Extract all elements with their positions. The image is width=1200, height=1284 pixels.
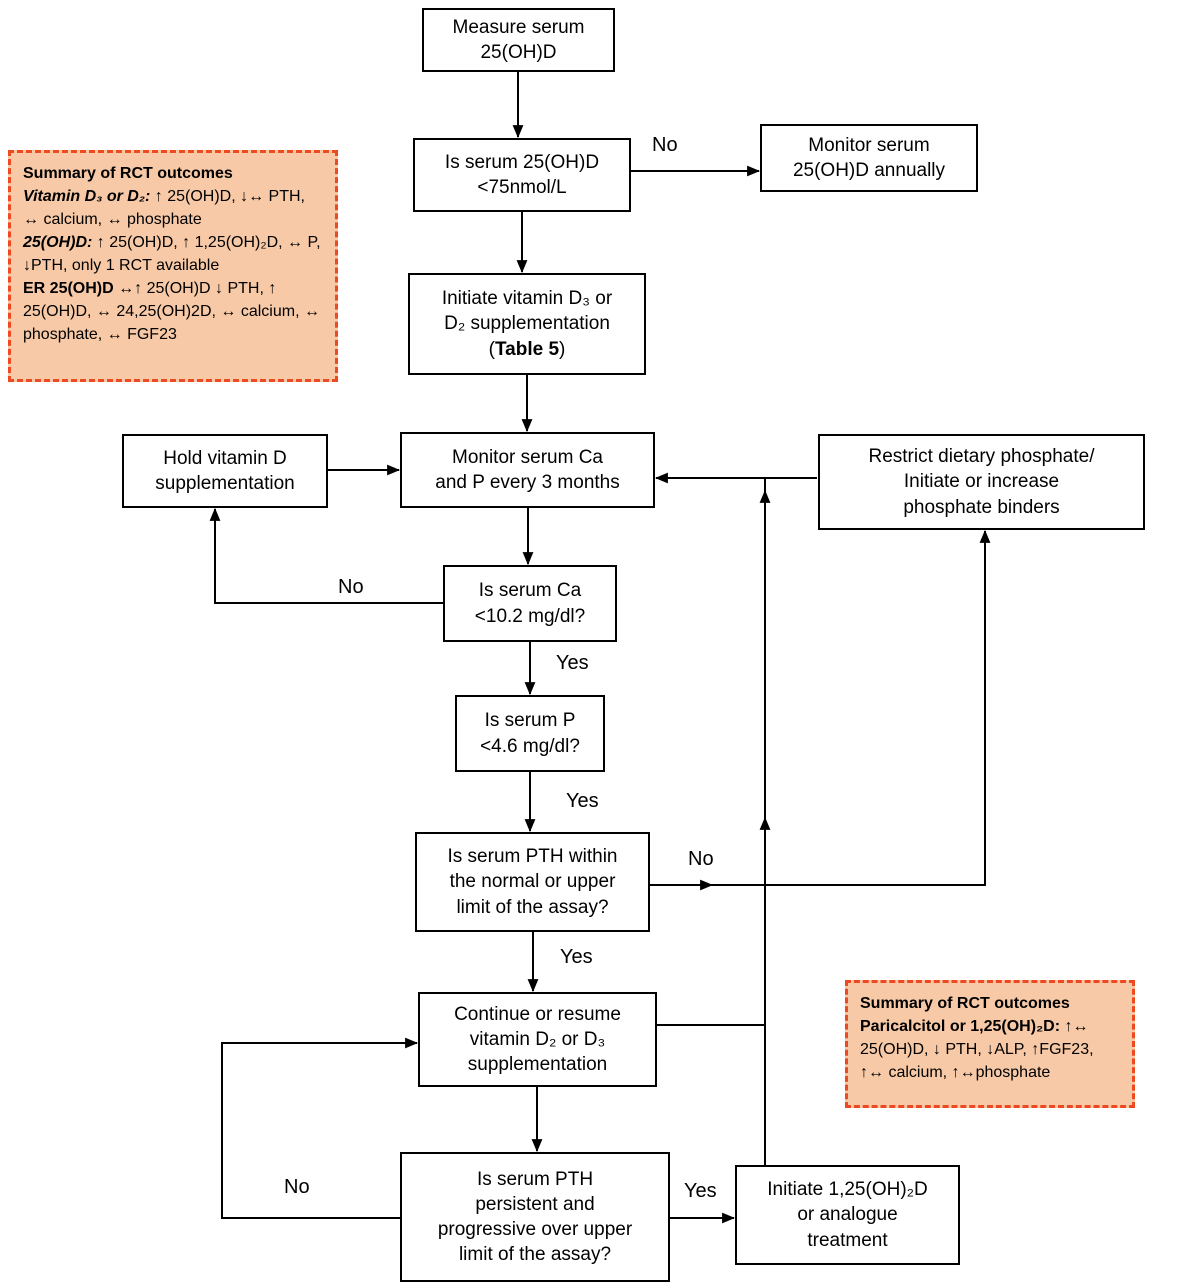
node-text-line: <10.2 mg/dl?: [474, 605, 586, 627]
edge-is-pth-no-to-restrict: [712, 531, 985, 885]
edge-persistent-no-to-continue: [222, 1043, 417, 1218]
node-text-line: Initiate or increase: [903, 471, 1060, 493]
node-text-line: Is serum PTH: [476, 1168, 594, 1190]
edge-label-persistent-no: No: [284, 1176, 310, 1198]
rct-right-p1-text: ↑↔ 25(OH)D, ↓ PTH, ↓ALP, ↑FGF23, ↑↔ calcium, ↑↔phosphate: [860, 1018, 1094, 1081]
node-text-line: D₂ supplementation: [444, 313, 610, 335]
node-measure-serum: [422, 8, 615, 72]
node-text-line: progressive over upper: [437, 1219, 633, 1240]
rct-left-p2-label: 25(OH)D:: [23, 234, 93, 251]
edge-label-pth-yes: Yes: [560, 946, 593, 968]
edge-label-is75-no: No: [652, 134, 678, 156]
node-hold-vitamin-d: [122, 434, 328, 508]
rct-left-p1-label: Vitamin D₃ or D₂:: [23, 188, 151, 205]
table-ref-post: ): [559, 338, 566, 360]
node-text-line: persistent and: [475, 1193, 595, 1215]
node-text-line: limit of the assay?: [456, 896, 609, 918]
node-text-line: Continue or resume: [454, 1003, 621, 1025]
node-is-serum-25ohd-low: [413, 138, 631, 212]
node-text-line: Hold vitamin D: [163, 447, 287, 469]
node-monitor-serum-annually: [760, 124, 978, 192]
rct-left-p2: [23, 231, 323, 277]
node-text-line: vitamin D₂ or D₃: [469, 1028, 606, 1050]
node-is-pth-persistent: [400, 1152, 670, 1282]
node-text-line: 25(OH)D annually: [792, 160, 946, 181]
table-ref-pre: (: [488, 338, 495, 360]
node-monitor-serum-ca-p: [400, 432, 655, 508]
rct-left-p3-text: ↔↑ 25(OH)D ↓ PTH, ↑ 25(OH)D, ↔ 24,25(OH)2D, ↔ calcium, ↔ phosphate, ↔ FGF23: [23, 280, 320, 343]
node-text-line: Is serum Ca: [478, 580, 582, 602]
edge-label-ca-no: No: [338, 576, 364, 598]
node-continue-resume-vitamin-d: [418, 992, 657, 1087]
node-text-line: or analogue: [797, 1204, 898, 1226]
node-text-line: supplementation: [467, 1054, 608, 1076]
node-initiate-125ohd-treatment: [735, 1165, 960, 1265]
node-text-line: phosphate binders: [903, 496, 1060, 518]
node-text-line: Is serum P: [484, 710, 576, 732]
edge-label-persistent-yes: Yes: [684, 1180, 717, 1202]
rct-right-p1: [860, 1015, 1120, 1084]
node-text-line: Monitor serum Ca: [452, 446, 603, 468]
table-ref: Table 5: [494, 338, 560, 360]
rct-left-title: Summary of RCT outcomes: [23, 165, 233, 182]
node-text-line: 25(OH)D: [480, 42, 557, 63]
rct-right-title: Summary of RCT outcomes: [860, 995, 1070, 1012]
node-initiate-vitamin-d-supplementation: [408, 273, 646, 375]
node-text-line: Initiate vitamin D₃ or: [441, 288, 613, 310]
rct-left-p3: [23, 277, 323, 346]
rct-left-p1: [23, 185, 323, 231]
node-is-serum-p-low: [455, 695, 605, 772]
node-text-line: <4.6 mg/dl?: [480, 735, 580, 757]
node-text-line: Initiate 1,25(OH)₂D: [767, 1179, 928, 1201]
node-is-serum-ca-low: [443, 565, 617, 642]
rct-left-p3-label: ER 25(OH)D: [23, 280, 114, 297]
node-text-line: supplementation: [155, 473, 295, 494]
rct-summary-left: [8, 150, 338, 382]
node-text-line: treatment: [807, 1229, 888, 1251]
node-restrict-phosphate: [818, 434, 1145, 530]
node-text-line: Is serum 25(OH)D: [444, 151, 600, 173]
edge-label-pth-no: No: [688, 848, 714, 870]
edge-label-p-yes: Yes: [566, 790, 599, 812]
node-text-line: <75nmol/L: [477, 177, 567, 198]
node-text-line: Restrict dietary phosphate/: [868, 446, 1095, 468]
node-is-pth-normal: [415, 832, 650, 932]
node-text-line: limit of the assay?: [458, 1244, 612, 1266]
edge-label-ca-yes: Yes: [556, 652, 589, 674]
node-text-line: Measure serum: [452, 16, 585, 38]
node-text-line: Monitor serum: [808, 134, 930, 156]
node-text-line: [489, 337, 566, 362]
node-text-line: and P every 3 months: [435, 472, 620, 493]
rct-left-p1-text: ↑ 25(OH)D, ↓↔ PTH, ↔ calcium, ↔ phosphate: [23, 188, 305, 228]
rct-right-p1-label: Paricalcitol or 1,25(OH)₂D:: [860, 1018, 1061, 1035]
edge-is-ca-no-to-hold: [215, 509, 443, 603]
rct-left-p2-text: ↑ 25(OH)D, ↑ 1,25(OH)₂D, ↔ P, ↓PTH, only 1 RCT available: [23, 234, 321, 274]
node-text-line: the normal or upper: [449, 871, 616, 893]
rct-summary-right: [845, 980, 1135, 1108]
node-text-line: Is serum PTH within: [447, 846, 618, 868]
